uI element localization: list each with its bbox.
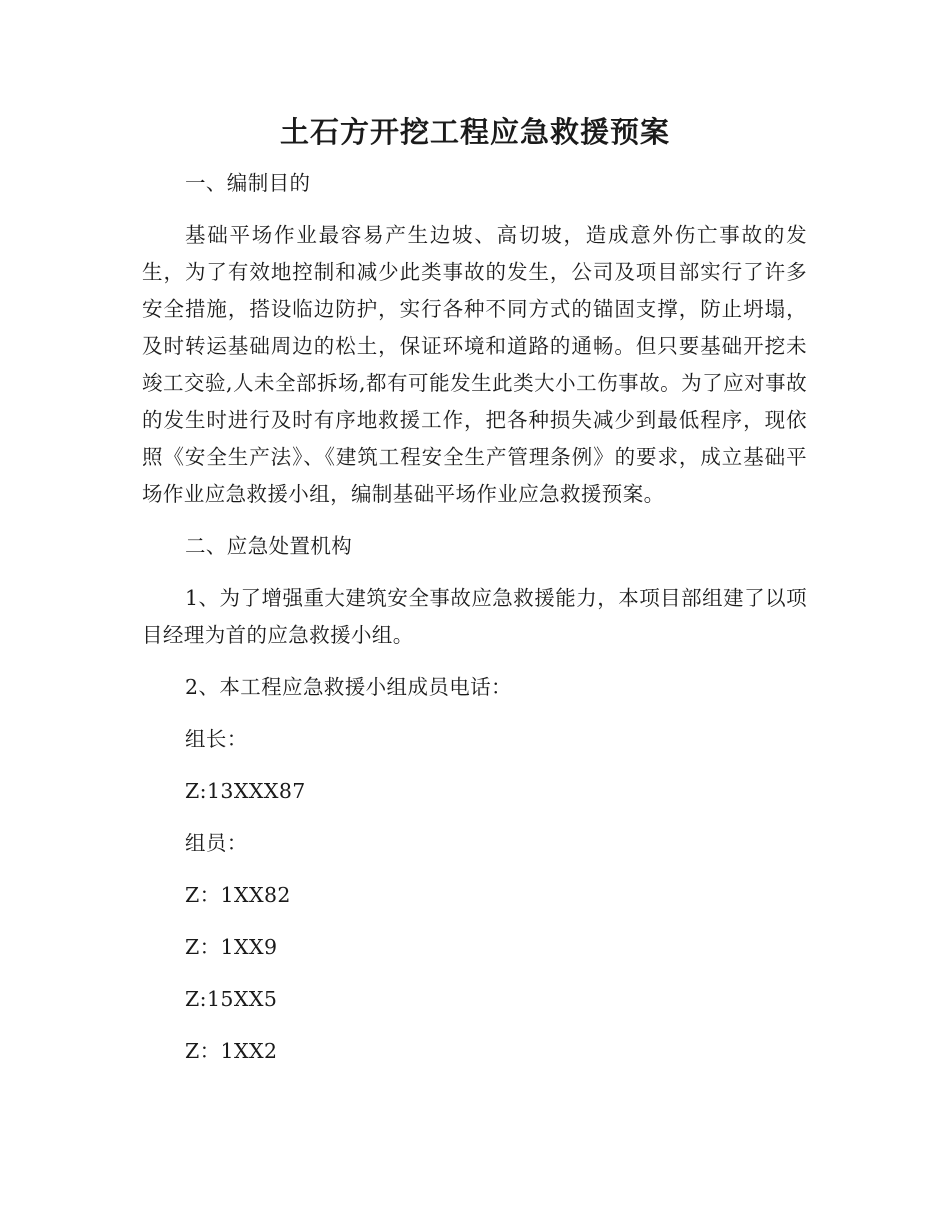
member-phone: Z:15XX5 xyxy=(185,987,278,1011)
purpose-paragraph: 基础平场作业最容易产生边坡、高切坡，造成意外伤亡事故的发生，为了有效地控制和减少此类事故的发生，公司及项目部实行了许多安全措施，搭设临边防护，实行各种不同方式的锚固支撑，防止坍塌，及时转运基础周边的松土，保证环境和道路的通畅。但只要基础开挖未竣工交验,人未全部拆场,都有可能发生此类大小工伤事故。为了应对事故的发生时进行及时有序地救援工作，把各种损失减少到最低程序，现依照《安全生产法》、《建筑工程安全生产管理条例》的要求，成立基础平场作业应急救援小组，编制基础平场作业应急救援预案。 xyxy=(142,223,807,506)
member-phone: Z：1XX82 xyxy=(185,883,291,907)
organization-item-1: 1、为了增强重大建筑安全事故应急救援能力，本项目部组建了以项目经理为首的应急救援小组。 xyxy=(142,586,807,647)
section-heading-organization: 二、应急处置机构 xyxy=(185,534,353,558)
members-label: 组员： xyxy=(185,831,248,855)
leader-label: 组长： xyxy=(185,727,248,751)
member-phone: Z：1XX9 xyxy=(185,935,278,959)
document-body xyxy=(142,165,807,1085)
section-heading-purpose: 一、编制目的 xyxy=(185,171,311,195)
organization-item-2: 2、本工程应急救援小组成员电话： xyxy=(185,675,512,699)
leader-phone: Z:13XXX87 xyxy=(185,779,306,803)
document-title: 土石方开挖工程应急救援预案 xyxy=(279,115,670,149)
member-phone: Z：1XX2 xyxy=(185,1039,278,1063)
